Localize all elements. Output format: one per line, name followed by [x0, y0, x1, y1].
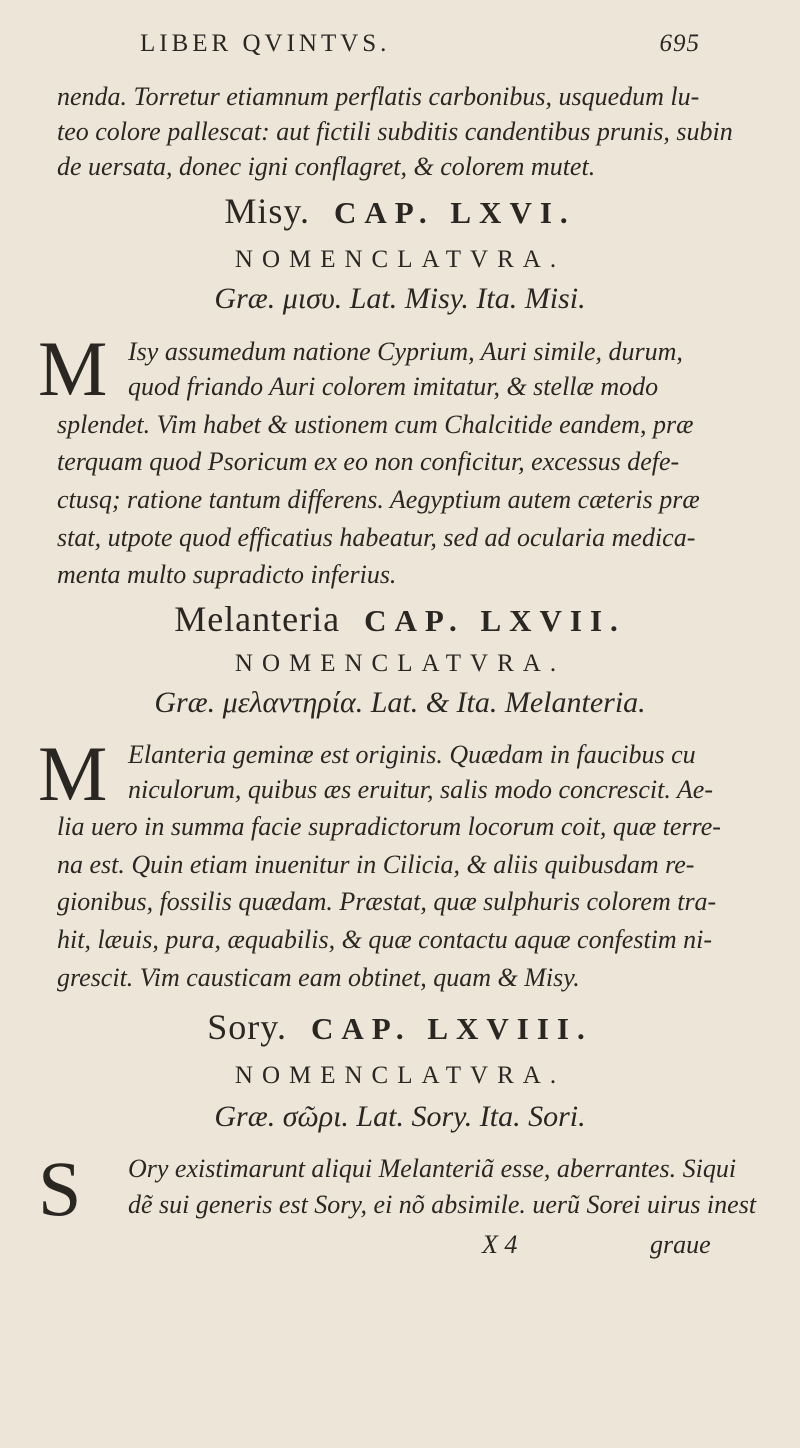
drop-cap-initial: M [38, 730, 108, 817]
text-line: Elanteria geminæ est originis. Quædam in faucibus cu [128, 740, 696, 769]
nomenclature-names: Græ. μελαντηρία. Lat. & Ita. Melanteria. [154, 686, 646, 719]
chapter-heading [0, 1006, 800, 1048]
page-number: 695 [659, 30, 700, 57]
text-line: Isy assumedum natione Cyprium, Auri simile, durum, [128, 337, 683, 366]
text-line: teo colore pallescat: aut fictili subditis candentibus prunis, subin [57, 117, 733, 146]
drop-cap-initial: S [38, 1145, 82, 1232]
text-line: gionibus, fossilis quædam. Præstat, quæ sulphuris colorem tra- [57, 887, 717, 916]
chapter-title: Sory. [207, 1007, 287, 1047]
text-line: nenda. Torretur etiamnum perflatis carbonibus, usquedum lu- [57, 82, 700, 111]
text-line: na est. Quin etiam inuenitur in Cilicia, & aliis quibusdam re- [57, 850, 695, 879]
text-line: niculorum, quibus æs eruitur, salis modo concrescit. Ae- [128, 775, 713, 804]
nomenclatura-label: NOMENCLATVRA. [234, 1062, 566, 1089]
chapter-heading [0, 598, 800, 640]
chapter-number: CAP. LXVIII. [310, 1011, 593, 1046]
chapter-title: Misy. [224, 191, 311, 231]
chapter-number: CAP. LXVI. [334, 195, 576, 230]
text-line: dẽ sui generis est Sory, ei nõ absimile. uerũ Sorei uirus inest [128, 1190, 757, 1219]
text-line: menta multo supradicto inferius. [57, 560, 397, 589]
drop-cap-initial: M [38, 325, 108, 412]
text-line: splendet. Vim habet & ustionem cum Chalcitide eandem, præ [57, 410, 694, 439]
text-line: quod friando Auri colorem imitatur, & stellæ modo [128, 372, 659, 401]
text-line: stat, utpote quod efficatius habeatur, sed ad ocularia medica- [57, 523, 696, 552]
nomenclature-names: Græ. μισυ. Lat. Misy. Ita. Misi. [214, 282, 586, 315]
chapter-title: Melanteria [174, 599, 341, 639]
text-line: lia uero in summa facie supradictorum locorum coit, quæ terre- [57, 812, 721, 841]
text-line: hit, læuis, pura, æquabilis, & quæ contactu aquæ confestim ni- [57, 925, 713, 954]
text-line: ctusq; ratione tantum differens. Aegyptium autem cæteris præ [57, 485, 700, 514]
nomenclature-names: Græ. σῶρι. Lat. Sory. Ita. Sori. [214, 1100, 586, 1133]
text-line: Ory existimarunt aliqui Melanteriã esse, aberrantes. Siqui [128, 1154, 737, 1183]
nomenclatura-label: NOMENCLATVRA. [234, 246, 566, 273]
text-line: de uersata, donec igni conflagret, & colorem mutet. [57, 152, 596, 181]
signature-mark: X 4 [482, 1230, 518, 1259]
nomenclatura-label: NOMENCLATVRA. [234, 650, 566, 677]
running-head [140, 30, 700, 58]
chapter-heading [0, 190, 800, 232]
chapter-number: CAP. LXVII. [364, 603, 626, 638]
text-line: grescit. Vim causticam eam obtinet, quam & Misy. [57, 963, 580, 992]
catchword: graue [650, 1230, 711, 1259]
text-line: terquam quod Psoricum ex eo non conficitur, excessus defe- [57, 447, 680, 476]
running-title: LIBER QVINTVS. [140, 30, 391, 57]
